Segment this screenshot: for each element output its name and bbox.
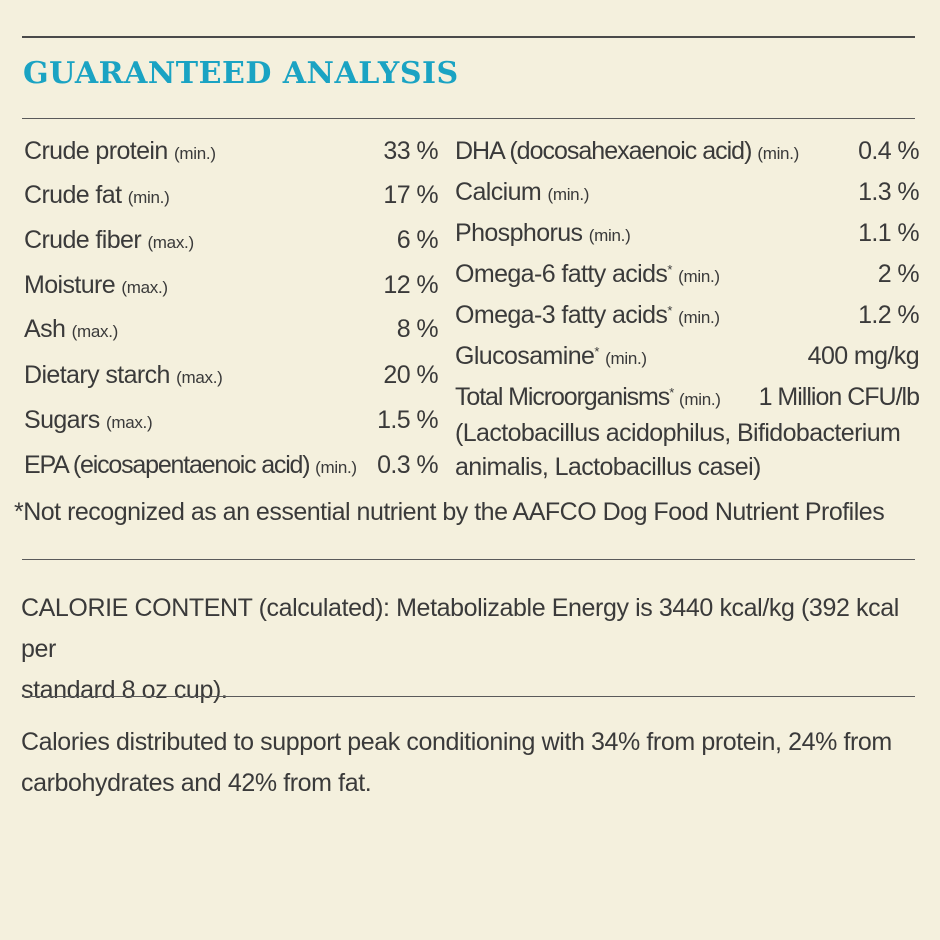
asterisk-mark: * [594,344,599,359]
nutrient-qualifier: (max.) [71,322,119,341]
calorie-content [21,588,921,711]
nutrient-row-phosphorus [455,215,919,251]
nutrient-row-moisture [24,267,438,303]
nutrient-qualifier: (min.) [678,267,720,286]
nutrient-value: 2 % [877,260,919,288]
nutrient-qualifier: (min.) [174,144,216,163]
nutrient-qualifier: (min.) [547,185,590,204]
asterisk-mark: * [667,262,672,277]
nutrient-qualifier: (min.) [757,144,799,163]
nutrient-value: 6 % [396,226,438,254]
nutrient-label: DHA (docosahexaenoic acid) [455,137,752,165]
nutrient-value: 8 % [396,315,438,343]
footnote-rule [22,559,915,560]
nutrient-value: 0.3 % [377,451,438,479]
nutrient-value: 20 % [383,361,438,389]
distribution-line: Calories distributed to support peak conditioning with 34% from protein, 24% from [21,728,892,756]
nutrient-label: Glucosamine [455,342,595,370]
top-rule [22,36,915,38]
calorie-rule [22,696,915,697]
nutrient-label: Crude fiber [24,226,142,254]
nutrient-row-dha [455,133,919,169]
nutrient-value: 12 % [383,271,438,299]
nutrient-qualifier: (min.) [127,188,170,207]
nutrient-qualifier: (min.) [678,308,720,327]
nutrient-value: 0.4 % [858,137,919,165]
nutrient-label: Omega-3 fatty acids [455,301,668,329]
asterisk-mark: * [667,303,672,318]
nutrient-label: Phosphorus [455,219,583,247]
nutrient-qualifier: (min.) [315,458,357,477]
nutrient-row-calcium [455,174,919,210]
microorganisms-detail-line: (Lactobacillus acidophilus, Bifidobacterium [455,419,901,447]
nutrient-row-ash [24,311,438,347]
nutrient-label: Crude fat [24,181,122,209]
nutrient-qualifier: (max.) [176,368,223,387]
nutrient-label: Omega-6 fatty acids [455,260,668,288]
nutrient-label: Ash [24,315,66,343]
nutrient-row-omega-3 [455,297,919,333]
nutrient-row-total-microorganisms [455,379,919,415]
distribution-line: carbohydrates and 42% from fat. [21,769,372,797]
nutrient-qualifier: (max.) [105,413,153,432]
nutrient-label: Dietary starch [24,361,170,389]
nutrient-label: Crude protein [24,137,168,165]
heading-rule [22,118,915,119]
nutrient-value: 1.3 % [858,178,919,206]
nutrient-value: 400 mg/kg [807,342,919,370]
nutrient-row-sugars [24,402,438,438]
nutrient-label: Sugars [24,406,100,434]
nutrient-row-crude-fiber [24,222,438,258]
nutrient-label: Total Microorganisms [455,383,670,411]
nutrient-qualifier: (max.) [121,278,168,297]
nutrient-row-omega-6 [455,256,919,292]
nutrient-qualifier: (min.) [679,390,721,409]
nutrient-row-dietary-starch [24,357,438,393]
nutrient-label: EPA (eicosapentaenoic acid) [24,451,310,479]
nutrient-value: 1.2 % [858,301,919,329]
nutrient-value: 17 % [383,181,438,209]
calorie-line: CALORIE CONTENT (calculated): Metabolizable Energy is 3440 kcal/kg (392 kcal per [21,594,899,663]
nutrient-qualifier: (min.) [588,226,631,245]
section-heading: GUARANTEED ANALYSIS [23,56,459,91]
calorie-line: standard 8 oz cup). [21,676,228,704]
nutrient-row-epa [24,447,438,483]
calorie-distribution [21,722,921,804]
nutrient-label: Calcium [455,178,542,206]
nutrient-value: 1.1 % [858,219,919,247]
nutrient-label: Moisture [24,271,116,299]
nutrient-value: 33 % [383,137,438,165]
asterisk-mark: * [669,385,674,400]
microorganisms-detail-line: animalis, Lactobacillus casei) [455,453,761,481]
nutrient-qualifier: (min.) [605,349,647,368]
nutrient-value: 1.5 % [377,406,438,434]
nutrient-value: 1 Million CFU/lb [758,383,919,411]
footnote: *Not recognized as an essential nutrient by the AAFCO Dog Food Nutrient Profiles [14,498,885,526]
nutrient-row-crude-fat [24,177,438,213]
nutrient-row-crude-protein [24,133,438,169]
nutrient-row-glucosamine [455,338,919,374]
nutrient-qualifier: (max.) [147,233,194,252]
